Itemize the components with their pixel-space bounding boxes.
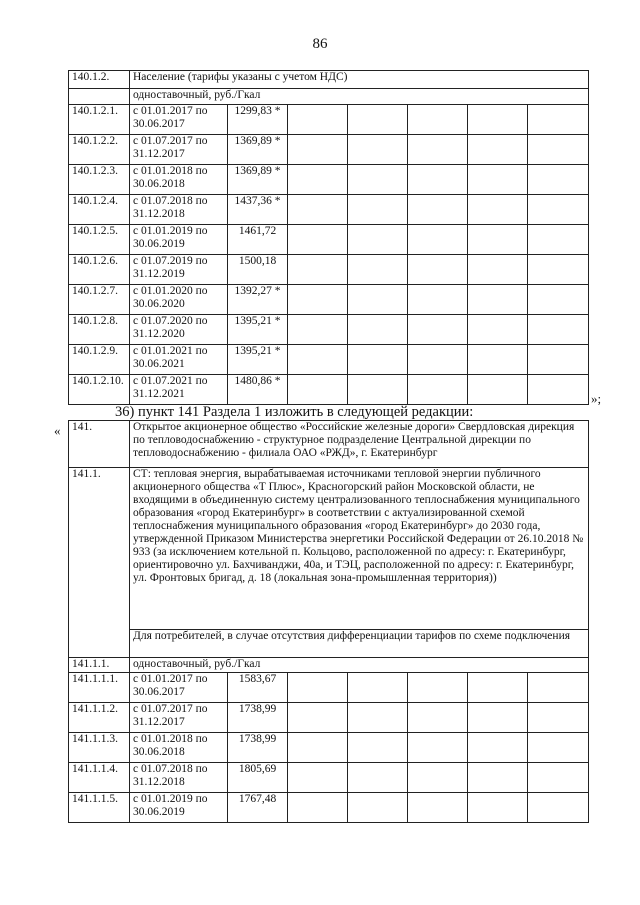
row-number: 141.1.1.1. <box>69 673 130 703</box>
empty-cell <box>288 195 348 225</box>
empty-cell <box>288 165 348 195</box>
period: с 01.07.2020 по 31.12.2020 <box>130 315 228 345</box>
empty-cell <box>528 285 589 315</box>
page-number: 86 <box>312 36 328 52</box>
empty-cell <box>408 793 468 823</box>
period: с 01.01.2021 по 30.06.2021 <box>130 345 228 375</box>
table-row <box>69 135 589 165</box>
empty-cell <box>288 105 348 135</box>
consumers-row <box>69 630 589 658</box>
section-title: Население (тарифы указаны с учетом НДС) <box>130 71 589 89</box>
row-number: 140.1.2.3. <box>69 165 130 195</box>
row-number: 140.1.2.1. <box>69 105 130 135</box>
empty-cell <box>468 345 528 375</box>
empty-cell <box>468 195 528 225</box>
closing-quote: »; <box>591 391 602 406</box>
org-name: Открытое акционерное общество «Российские железные дороги» Свердловская дирекция по тепловодоснабжению - структурное подразделение Центральной дирекции по тепловодоснабжению - филиала ОАО «РЖД», г. Екатеринбург <box>130 421 589 468</box>
empty-cell <box>348 733 408 763</box>
table-row <box>69 285 589 315</box>
empty-cell <box>468 733 528 763</box>
empty-cell <box>348 255 408 285</box>
subheading-row <box>69 658 589 673</box>
empty-cell <box>348 195 408 225</box>
empty-cell <box>288 733 348 763</box>
empty-cell <box>528 315 589 345</box>
period: с 01.01.2019 по 30.06.2019 <box>130 793 228 823</box>
opening-quote: « <box>54 423 61 438</box>
empty-cell <box>348 763 408 793</box>
empty-cell <box>348 793 408 823</box>
empty-cell <box>288 315 348 345</box>
empty-cell <box>288 673 348 703</box>
period: с 01.01.2017 по 30.06.2017 <box>130 105 228 135</box>
empty-cell <box>348 315 408 345</box>
org-row <box>69 421 589 468</box>
empty-cell <box>348 375 408 405</box>
empty-cell <box>528 763 589 793</box>
empty-cell <box>348 225 408 255</box>
empty-cell <box>528 135 589 165</box>
table-row <box>69 195 589 225</box>
empty-cell <box>468 285 528 315</box>
period: с 01.07.2021 по 31.12.2021 <box>130 375 228 405</box>
empty-cell <box>528 673 589 703</box>
empty-cell <box>288 703 348 733</box>
empty-cell <box>348 285 408 315</box>
table-row <box>69 733 589 763</box>
empty-cell <box>468 135 528 165</box>
empty-cell <box>348 345 408 375</box>
empty-cell <box>528 255 589 285</box>
period: с 01.07.2018 по 31.12.2018 <box>130 763 228 793</box>
empty-cell <box>288 285 348 315</box>
empty-cell <box>288 763 348 793</box>
table-row <box>69 763 589 793</box>
tariff-value: 1461,72 <box>228 225 288 255</box>
heat-source-description: СТ: тепловая энергия, вырабатываемая источниками тепловой энергии публичного акционерного общества «Т Плюс», Красногорский район Московской области, не входящими в объединенную систему централизованного теплоснабжения муниципального образования «город Екатеринбург» в соответствии с актуализированной схемой теплоснабжения муниципального образования «город Екатеринбург» до 2030 года, утвержденной Приказом Министерства энергетики Российской Федерации от 26.10.2018 № 933 (за исключением котельной п. Кольцово, расположенной по адресу: г. Екатеринбург, ориентировочно ул. Бахчиванджи, 40а, и ТЭЦ, расположенной по адресу: г. Екатеринбург, ул. Фронтовых бригад, д. 18 (локальная зона-промышленная территория)) <box>130 468 589 630</box>
empty-cell <box>528 733 589 763</box>
empty-cell <box>408 225 468 255</box>
empty-cell <box>348 165 408 195</box>
empty-cell <box>348 105 408 135</box>
row-number: 140.1.2.7. <box>69 285 130 315</box>
empty-cell <box>288 793 348 823</box>
row-number: 141.1.1.5. <box>69 793 130 823</box>
period: с 01.01.2017 по 30.06.2017 <box>130 673 228 703</box>
period: с 01.07.2017 по 31.12.2017 <box>130 703 228 733</box>
tariff-value: 1395,21 * <box>228 315 288 345</box>
empty-cell <box>468 375 528 405</box>
row-number: 140.1.2.5. <box>69 225 130 255</box>
period: с 01.07.2017 по 31.12.2017 <box>130 135 228 165</box>
table-row <box>69 703 589 733</box>
empty-cell <box>348 135 408 165</box>
section-row <box>69 71 589 89</box>
tariff-value: 1480,86 * <box>228 375 288 405</box>
empty-cell <box>528 195 589 225</box>
tariff-table-141 <box>68 420 589 823</box>
empty-cell <box>408 703 468 733</box>
table-row <box>69 345 589 375</box>
subheading-row <box>69 89 589 105</box>
empty-cell <box>468 225 528 255</box>
table-row <box>69 165 589 195</box>
empty-cell <box>468 763 528 793</box>
empty-cell <box>408 255 468 285</box>
empty-cell <box>408 315 468 345</box>
empty-cell <box>408 135 468 165</box>
tariff-value: 1369,89 * <box>228 165 288 195</box>
empty-cell <box>348 673 408 703</box>
tariff-value: 1583,67 <box>228 673 288 703</box>
empty-cell <box>468 315 528 345</box>
tariff-value: 1500,18 <box>228 255 288 285</box>
empty-cell <box>408 345 468 375</box>
empty-cell <box>288 345 348 375</box>
empty-cell <box>408 763 468 793</box>
table-row <box>69 673 589 703</box>
empty-cell <box>528 105 589 135</box>
tariff-value: 1395,21 * <box>228 345 288 375</box>
empty-cell <box>468 255 528 285</box>
source-row <box>69 468 589 630</box>
empty-cell <box>528 703 589 733</box>
tariff-table-140 <box>68 70 589 405</box>
empty-cell <box>288 375 348 405</box>
row-number: 140.1.2.2. <box>69 135 130 165</box>
table-row <box>69 315 589 345</box>
row-number: 140.1.2.6. <box>69 255 130 285</box>
row-number-empty <box>69 89 130 105</box>
empty-cell <box>528 375 589 405</box>
empty-cell <box>408 673 468 703</box>
tariff-value: 1299,83 * <box>228 105 288 135</box>
empty-cell <box>408 285 468 315</box>
tariff-type: одноставочный, руб./Гкал <box>130 89 589 105</box>
tariff-rows <box>69 673 589 823</box>
period: с 01.07.2018 по 31.12.2018 <box>130 195 228 225</box>
empty-cell <box>288 135 348 165</box>
tariff-type: одноставочный, руб./Гкал <box>130 658 589 673</box>
empty-cell <box>348 703 408 733</box>
row-number: 141.1. <box>69 468 130 658</box>
row-number: 140.1.2.9. <box>69 345 130 375</box>
empty-cell <box>408 165 468 195</box>
row-number: 140.1.2.4. <box>69 195 130 225</box>
empty-cell <box>528 345 589 375</box>
row-number: 141. <box>69 421 130 468</box>
tariff-value: 1738,99 <box>228 733 288 763</box>
row-number: 140.1.2.10. <box>69 375 130 405</box>
tariff-value: 1369,89 * <box>228 135 288 165</box>
table-row <box>69 375 589 405</box>
row-number: 140.1.2. <box>69 71 130 89</box>
tariff-rows <box>69 105 589 405</box>
amendment-instruction: 36) пункт 141 Раздела 1 изложить в следующей редакции: <box>115 404 474 420</box>
period: с 01.01.2020 по 30.06.2020 <box>130 285 228 315</box>
empty-cell <box>468 165 528 195</box>
empty-cell <box>528 165 589 195</box>
row-number: 141.1.1.2. <box>69 703 130 733</box>
empty-cell <box>408 195 468 225</box>
row-number: 141.1.1.4. <box>69 763 130 793</box>
empty-cell <box>468 673 528 703</box>
tariff-value: 1392,27 * <box>228 285 288 315</box>
row-number: 141.1.1. <box>69 658 130 673</box>
period: с 01.01.2018 по 30.06.2018 <box>130 733 228 763</box>
period: с 01.01.2019 по 30.06.2019 <box>130 225 228 255</box>
tariff-value: 1437,36 * <box>228 195 288 225</box>
table-row <box>69 793 589 823</box>
empty-cell <box>528 793 589 823</box>
period: с 01.01.2018 по 30.06.2018 <box>130 165 228 195</box>
empty-cell <box>408 733 468 763</box>
empty-cell <box>288 225 348 255</box>
table-row <box>69 225 589 255</box>
table-row <box>69 105 589 135</box>
empty-cell <box>408 105 468 135</box>
empty-cell <box>288 255 348 285</box>
table-row <box>69 255 589 285</box>
consumers-note: Для потребителей, в случае отсутствия дифференциации тарифов по схеме подключения <box>130 630 589 658</box>
empty-cell <box>468 703 528 733</box>
empty-cell <box>408 375 468 405</box>
row-number: 141.1.1.3. <box>69 733 130 763</box>
period: с 01.07.2019 по 31.12.2019 <box>130 255 228 285</box>
empty-cell <box>468 105 528 135</box>
tariff-value: 1805,69 <box>228 763 288 793</box>
empty-cell <box>468 793 528 823</box>
empty-cell <box>528 225 589 255</box>
tariff-value: 1767,48 <box>228 793 288 823</box>
row-number: 140.1.2.8. <box>69 315 130 345</box>
tariff-value: 1738,99 <box>228 703 288 733</box>
